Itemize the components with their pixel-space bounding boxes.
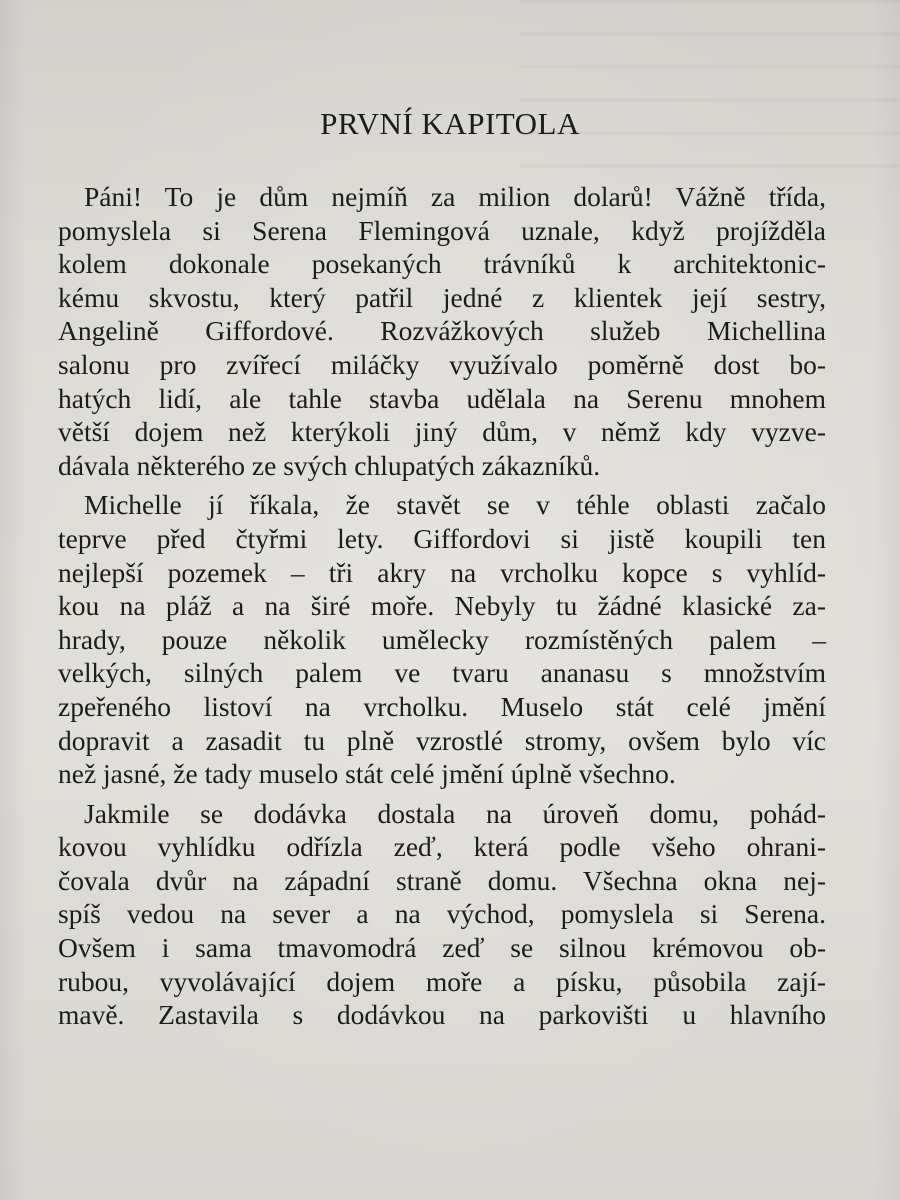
text-line: kému skvostu, který patřil jedné z klientek její sestry, xyxy=(58,281,826,313)
text-line: dávala některého ze svých chlupatých zákazníků. xyxy=(58,449,601,481)
text-line: hatých lidí, ale tahle stavba udělala na Serenu mnohem xyxy=(58,382,826,414)
text-line: velkých, silných palem ve tvaru ananasu s množstvím xyxy=(58,657,826,689)
text-line: kovou vyhlídku odřízla zeď, která podle všeho ohrani- xyxy=(58,831,826,863)
text-line: Ovšem i sama tmavomodrá zeď se silnou krémovou ob- xyxy=(58,932,826,964)
text-line: teprve před čtyřmi lety. Giffordovi si jistě koupili ten xyxy=(58,522,826,554)
chapter-title: PRVNÍ KAPITOLA xyxy=(320,106,580,141)
text-line: Páni! To je dům nejmíň za milion dolarů! Vážně třída, xyxy=(84,181,826,212)
paragraph-1 xyxy=(58,180,826,482)
text-line: Angelině Giffordové. Rozvážkových služeb Michellina xyxy=(58,315,826,347)
text-line: spíš vedou na sever a na východ, pomyslela si Serena. xyxy=(58,898,826,930)
text-line: salonu pro zvířecí miláčky využívalo poměrně dost bo- xyxy=(58,348,826,380)
text-line: mavě. Zastavila s dodávkou na parkovišti u hlavního xyxy=(58,999,826,1031)
text-line: Michelle jí říkala, že stavět se v téhle oblasti začalo xyxy=(84,489,826,521)
text-line: rubou, vyvolávající dojem moře a písku, působila zají- xyxy=(58,965,826,997)
text-line: dopravit a zasadit tu plně vzrostlé stromy, ovšem bylo víc xyxy=(58,724,826,756)
text-line: větší dojem než kterýkoli jiný dům, v němž kdy vyzve- xyxy=(58,416,826,448)
text-line: čovala dvůr na západní straně domu. Všechna okna nej- xyxy=(58,864,826,896)
text-line: zpeřeného listoví na vrcholku. Muselo stát celé jmění xyxy=(58,690,826,722)
text-line: kou na pláž a na širé moře. Nebyly tu žádné klasické za- xyxy=(58,590,826,622)
text-line: pomyslela si Serena Flemingová uznale, když projížděla xyxy=(58,214,826,246)
chapter-body xyxy=(58,180,826,1038)
text-line: než jasné, že tady muselo stát celé jmění úplně všechno. xyxy=(58,758,676,790)
text-line: nejlepší pozemek – tři akry na vrcholku kopce s vyhlíd- xyxy=(58,556,826,588)
text-line: hrady, pouze několik umělecky rozmístěných palem – xyxy=(58,623,826,655)
bleed-through-text xyxy=(520,0,900,170)
paragraph-2 xyxy=(58,488,826,790)
paragraph-3 xyxy=(58,797,826,1032)
text-line: kolem dokonale posekaných trávníků k architektonic- xyxy=(58,248,826,280)
text-line: Jakmile se dodávka dostala na úroveň domu, pohád- xyxy=(84,797,826,829)
